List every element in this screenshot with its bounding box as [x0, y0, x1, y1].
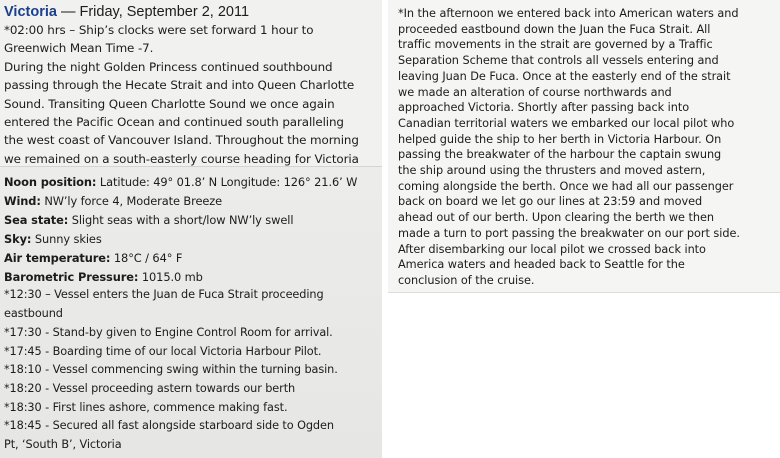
- condition-label: Sea state:: [4, 212, 69, 227]
- condition-value: 1015.0 mb: [138, 269, 203, 284]
- title-place: Victoria: [4, 4, 57, 20]
- conditions-section: [0, 166, 382, 458]
- condition-sea-state: [4, 211, 378, 230]
- log-entry: eastbound: [4, 307, 63, 321]
- condition-value: Sunny skies: [31, 231, 102, 246]
- afternoon-line: the ship around using the thrusters and moved astern,: [398, 164, 706, 178]
- log-entry: *18:30 - First lines ashore, commence making fast.: [4, 400, 288, 414]
- log-entry: *17:30 - Stand-by given to Engine Control Room for arrival.: [4, 325, 333, 339]
- condition-sky: [4, 230, 378, 249]
- condition-barometric-pressure: [4, 268, 378, 287]
- afternoon-line: After disembarking our local pilot we crossed back into: [398, 242, 706, 256]
- condition-label: Noon position:: [4, 175, 97, 189]
- log-entry: *18:45 - Secured all fast alongside starboard side to Ogden: [4, 419, 334, 433]
- left-column: [0, 0, 382, 458]
- intro-line: passing through the Hecate Strait and into Queen Charlotte: [4, 78, 355, 93]
- condition-label: Barometric Pressure:: [4, 269, 139, 284]
- afternoon-line: *In the afternoon we entered back into American waters and: [398, 7, 739, 20]
- afternoon-line: leaving Juan De Fuca. Once at the easterly end of the strait: [398, 69, 731, 83]
- intro-line: we remained on a south-easterly course heading for Victoria: [4, 151, 359, 166]
- condition-label: Air temperature:: [4, 250, 111, 265]
- afternoon-line: America waters and headed back to Seattle for the: [398, 258, 685, 272]
- afternoon-line: ahead out of our berth. Upon clearing the berth we then: [398, 211, 714, 225]
- log-entry: *18:10 - Vessel commencing swing within the turning basin.: [4, 363, 338, 377]
- intro-line: entered the Pacific Ocean and continued south paralleling: [4, 115, 344, 130]
- page-title: [4, 4, 378, 21]
- condition-noon-position: [4, 173, 378, 192]
- log-entry: *17:45 - Boarding time of our local Victoria Harbour Pilot.: [4, 344, 322, 358]
- condition-label: Wind:: [4, 193, 41, 208]
- log-entry: Pt, ‘South B’, Victoria: [4, 438, 122, 452]
- afternoon-line: approached Victoria. Shortly after passing back into: [398, 101, 690, 115]
- log-entry: *12:30 – Vessel enters the Juan de Fuca Strait proceeding: [4, 288, 324, 302]
- afternoon-line: proceeded eastbound down the Juan the Fuca Strait. All: [398, 22, 711, 36]
- afternoon-line: we made an alteration of course northwards and: [398, 85, 672, 99]
- afternoon-line: back on board we let go our lines at 23:59 and moved: [398, 195, 703, 209]
- condition-label: Sky:: [4, 231, 32, 246]
- condition-value: NW’ly force 4, Moderate Breeze: [40, 193, 223, 208]
- intro-section: [0, 0, 382, 166]
- afternoon-line: passing the breakwater of the harbour the captain swung: [398, 148, 722, 162]
- title-date: — Friday, September 2, 2011: [56, 4, 250, 20]
- intro-line: During the night Golden Princess continued southbound: [4, 59, 333, 74]
- condition-value: Slight seas with a short/low NW’ly swell: [68, 212, 294, 227]
- afternoon-line: made a turn to port passing the breakwater on our port side.: [398, 226, 740, 240]
- intro-line: Greenwich Mean Time -7.: [4, 41, 154, 56]
- condition-air-temperature: [4, 249, 378, 268]
- right-column: [388, 0, 780, 293]
- afternoon-line: helped guide the ship to her berth in Victoria Harbour. On: [398, 132, 722, 146]
- intro-line: Sound. Transiting Queen Charlotte Sound we once again: [4, 96, 335, 111]
- intro-line: *02:00 hrs – Ship’s clocks were set forward 1 hour to: [4, 23, 314, 37]
- condition-value: 18°C / 64° F: [110, 250, 183, 265]
- condition-value: Latitude: 49° 01.8’ N Longitude: 126° 21.6’ W: [96, 175, 358, 189]
- log-entry: *18:20 - Vessel proceeding astern towards our berth: [4, 381, 296, 395]
- afternoon-line: coming alongside the berth. Once we had all our passenger: [398, 179, 734, 193]
- condition-wind: [4, 192, 378, 211]
- intro-line: the west coast of Vancouver Island. Throughout the morning: [4, 133, 359, 148]
- afternoon-line: Separation Scheme that controls all vessels entering and: [398, 54, 719, 68]
- afternoon-line: Canadian territorial waters we embarked our local pilot who: [398, 116, 735, 130]
- afternoon-line: conclusion of the cruise.: [398, 273, 535, 287]
- afternoon-line: traffic movements in the strait are governed by a Traffic: [398, 38, 713, 52]
